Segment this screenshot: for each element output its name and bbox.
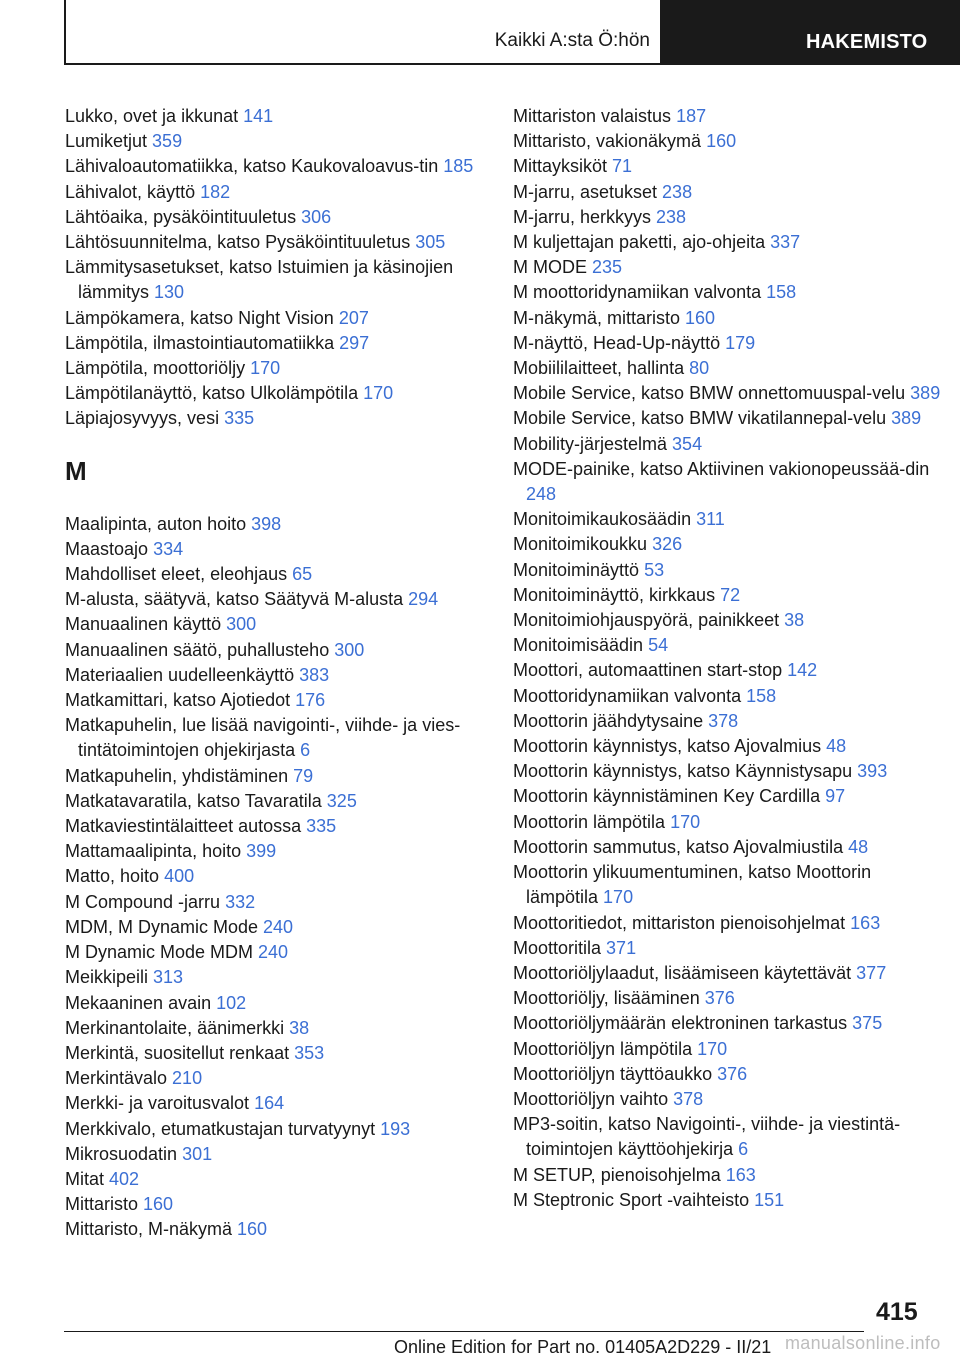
entry-text: Monitoimikoukku [513,534,653,555]
index-entry [65,612,495,637]
entry-text: Lähivalot, käyttö [65,181,201,202]
entry-text: Merkinantolaite, äänimerkki [65,1017,290,1038]
entry-text: Matkaviestintälaitteet autossa [65,816,307,837]
index-entry [65,562,495,587]
entry-text: Moottoridynamiikan valvonta [513,685,747,706]
index-entry [513,986,943,1011]
page-link[interactable]: 151 [754,1189,785,1210]
entry-text: Moottoritila [513,937,607,958]
entry-text: Mobile Service, katso BMW onnettomuuspal-velu [513,383,911,404]
index-entry [513,633,943,658]
page-link[interactable]: 383 [299,664,330,685]
index-entry [65,1041,495,1066]
index-entry [65,991,495,1016]
page-link[interactable]: 160 [143,1194,174,1215]
entry-text: M SETUP, pienoisohjelma [513,1164,726,1185]
entry-text: Moottoriöljy, lisääminen [513,988,705,1009]
page-link[interactable]: 141 [243,106,274,126]
index-entry [513,1163,943,1188]
page-link[interactable]: 294 [408,589,439,610]
index-entry [513,154,943,179]
entry-text: Moottoriöljyn lämpötila [513,1038,698,1059]
index-entry [65,1167,495,1192]
index-entry [513,406,943,431]
index-entry [513,255,943,280]
page-link[interactable]: 38 [289,1017,310,1038]
index-entry [513,180,943,205]
entry-text: Maastoajo [65,538,154,559]
index-entry [65,864,495,889]
entry-text: Lumiketjut [65,131,153,152]
index-entry [65,180,495,205]
page-link[interactable]: 325 [326,790,357,811]
entry-text: Moottorin käynnistys, katso Ajovalmius [513,736,827,757]
index-entry [65,1016,495,1041]
entry-text: Mattamaalipinta, hoito [65,841,247,862]
entry-text: M kuljettajan paketti, ajo-ohjeita [513,232,771,253]
index-tab[interactable] [660,0,960,64]
page-link[interactable]: 163 [725,1164,756,1185]
entry-text: Merkintävalo [65,1068,173,1089]
index-entry [513,558,943,583]
page-link[interactable]: 79 [293,765,314,786]
entry-text: Mobiililaitteet, hallinta [513,358,690,379]
page-link[interactable]: 240 [258,942,289,963]
index-entry [65,1142,495,1167]
page-link[interactable]: 102 [216,992,247,1013]
index-entry [513,129,943,154]
page-link[interactable]: 193 [380,1118,411,1139]
page-link[interactable]: 238 [656,206,687,227]
index-list-right [513,104,943,1213]
page-link[interactable]: 142 [787,660,818,681]
index-entry [65,129,495,154]
page-link[interactable]: 71 [612,156,633,177]
watermark: manualsonline.info [785,1333,941,1353]
entry-text: Monitoiminäyttö [513,559,645,580]
page-link[interactable]: 378 [673,1088,704,1109]
page-link[interactable]: 170 [697,1038,728,1059]
page-link[interactable]: 377 [856,962,887,983]
index-tab-label: HAKEMISTO [806,31,928,53]
index-entry [65,255,495,305]
entry-text: Monitoimisäädin [513,635,649,656]
page-link[interactable]: 158 [766,282,797,303]
page-link[interactable]: 306 [301,206,332,227]
index-entry [65,356,495,381]
right-column [513,104,943,1213]
entry-text: Manuaalinen käyttö [65,614,227,635]
page-link[interactable]: 160 [706,131,737,152]
index-entry [513,1087,943,1112]
index-entry [513,936,943,961]
entry-text: Monitoimiohjauspyörä, painikkeet [513,610,785,631]
entry-text: Lähivaloautomatiikka, katso Kaukovaloavus-tin [65,156,444,177]
page-link[interactable]: 354 [672,433,703,454]
index-entry [513,1037,943,1062]
index-entry [65,306,495,331]
page-link[interactable]: 378 [708,710,739,731]
entry-text: Lähtöaika, pysäköintituuletus [65,206,302,227]
entry-text: Lähtösuunnitelma, katso Pysäköintituuletus [65,232,416,253]
entry-text: M Dynamic Mode MDM [65,942,259,963]
entry-text: Moottorin lämpötila [513,811,671,832]
page-link[interactable]: 38 [784,610,805,631]
entry-text: Moottori, automaattinen start-stop [513,660,788,681]
page-link[interactable]: 300 [334,639,365,660]
page-link[interactable]: 48 [848,836,869,857]
page-link[interactable]: 248 [526,484,557,505]
entry-text: Matto, hoito [65,866,165,887]
page-link[interactable]: 80 [689,358,710,379]
page-link[interactable]: 375 [852,1013,883,1034]
page-link[interactable]: 170 [603,887,634,908]
index-entry [513,1062,943,1087]
entry-text: M MODE [513,257,592,278]
entry-text: Mittaristo [65,1194,144,1215]
entry-text: Mobility-järjestelmä [513,433,673,454]
page-link[interactable]: 238 [662,181,693,202]
page-link[interactable]: 163 [850,912,881,933]
page-link[interactable]: 337 [770,232,801,253]
index-entry [65,814,495,839]
page-link[interactable]: 210 [172,1068,203,1089]
page-link[interactable]: 235 [592,257,623,278]
index-entry [513,810,943,835]
index-entry [65,154,495,179]
index-entry [513,608,943,633]
index-entry [65,789,495,814]
entry-text: Lämpötila, ilmastointiautomatiikka [65,332,340,353]
entry-text: M Compound -jarru [65,891,226,912]
index-entry [513,709,943,734]
index-entry [65,663,495,688]
page-link[interactable]: 240 [263,916,294,937]
page-link[interactable]: 393 [857,761,888,782]
entry-text: M-jarru, asetukset [513,181,663,202]
entry-text: Mittaristo, vakionäkymä [513,131,707,152]
page-link[interactable]: 300 [226,614,257,635]
index-entry [65,1091,495,1116]
entry-text: M-näyttö, Head-Up-näyttö [513,332,726,353]
index-entry [65,230,495,255]
entry-text: Mikrosuodatin [65,1143,183,1164]
page-link[interactable]: 97 [825,786,846,807]
entry-text: Lämpötilanäyttö, katso Ulkolämpötila [65,383,364,404]
page-link[interactable]: 6 [738,1139,749,1160]
page-link[interactable]: 371 [606,937,637,958]
entry-text: Läpiajosyvyys, vesi [65,408,225,429]
entry-text: Mekaaninen avain [65,992,217,1013]
index-entry [513,432,943,457]
page-link[interactable]: 170 [363,383,394,404]
page-link[interactable]: 376 [717,1063,748,1084]
entry-text: M Steptronic Sport -vaihteisto [513,1189,755,1210]
entry-text: Lukko, ovet ja ikkunat [65,106,244,126]
page-link[interactable]: 311 [696,509,725,530]
page-link[interactable]: 207 [338,307,369,328]
page-link[interactable]: 353 [294,1042,325,1063]
index-entry [65,713,495,763]
index-entry [513,532,943,557]
entry-text: Merkintä, suositellut renkaat [65,1042,295,1063]
index-list-l [65,104,495,432]
page-link[interactable]: 48 [826,736,847,757]
index-entry [513,331,943,356]
page-link[interactable]: 313 [153,967,184,988]
entry-text: Meikkipeili [65,967,154,988]
index-entry [65,915,495,940]
page-link[interactable]: 6 [300,740,311,761]
index-entry [513,759,943,784]
entry-text: Materiaalien uudelleenkäyttö [65,664,300,685]
index-entry [513,306,943,331]
page-link[interactable]: 332 [225,891,256,912]
entry-text: Lämpötila, moottoriöljy [65,358,251,379]
page-link[interactable]: 158 [746,685,777,706]
entry-text: Moottoriöljylaadut, lisäämiseen käytettävät [513,962,857,983]
entry-text: Matkapuhelin, lue lisää navigointi-, viihde- ja vies-tintätoimintojen ohjekirjasta [65,715,461,761]
index-entry [65,205,495,230]
entry-text: Moottorin jäähdytysaine [513,710,709,731]
page-link[interactable]: 359 [152,131,183,152]
index-entry [513,835,943,860]
index-entry [513,356,943,381]
index-entry [513,684,943,709]
page-link[interactable]: 130 [154,282,185,303]
entry-text: Mobile Service, katso BMW vikatilannepal-velu [513,408,892,429]
index-entry [65,1217,495,1242]
entry-text: Manuaalinen säätö, puhallusteho [65,639,335,660]
page-link[interactable]: 65 [292,564,313,585]
page-link[interactable]: 402 [109,1168,140,1189]
page-link[interactable]: 160 [685,307,716,328]
entry-text: Monitoimikaukosäädin [513,509,697,530]
page-link[interactable]: 176 [295,690,326,711]
entry-text: Moottorin käynnistäminen Key Cardilla [513,786,826,807]
index-entry [513,1011,943,1036]
page-link[interactable]: 400 [164,866,195,887]
entry-text: Moottorin käynnistys, katso Käynnistysapu [513,761,858,782]
index-entry [513,734,943,759]
page-link[interactable]: 335 [306,816,337,837]
page-link[interactable]: 398 [251,513,282,534]
index-entry [513,961,943,986]
page-link[interactable]: 334 [153,538,184,559]
page-link[interactable]: 399 [246,841,277,862]
page-link[interactable]: 335 [224,408,255,429]
index-entry [513,104,943,129]
page-link[interactable]: 297 [339,332,370,353]
section-letter: M [65,455,87,486]
entry-text: Moottorin sammutus, katso Ajovalmiustila [513,836,849,857]
entry-text: M moottoridynamiikan valvonta [513,282,767,303]
index-entry [65,965,495,990]
entry-text: Merkki- ja varoitusvalot [65,1093,255,1114]
page-link[interactable]: 301 [182,1143,213,1164]
page-link[interactable]: 376 [704,988,735,1009]
index-entry [513,784,943,809]
index-entry [513,658,943,683]
page-link[interactable]: 170 [670,811,701,832]
index-entry [65,688,495,713]
index-entry [513,860,943,910]
index-entry [65,587,495,612]
entry-text: Mittaristo, M-näkymä [65,1219,238,1240]
entry-text: M-näkymä, mittaristo [513,307,686,328]
header-left-rule [64,0,66,64]
entry-text: Mittariston valaistus [513,106,677,126]
index-entry [65,638,495,663]
index-entry [65,764,495,789]
page-link[interactable]: 326 [652,534,683,555]
index-entry [65,406,495,431]
entry-text: Moottoriöljyn vaihto [513,1088,674,1109]
index-entry [65,839,495,864]
page-link[interactable]: 389 [891,408,922,429]
page-link[interactable]: 305 [415,232,446,253]
entry-text: Lämmitysasetukset, katso Istuimien ja käsinojien lämmitys [65,257,454,303]
index-entry [65,1192,495,1217]
index-entry [65,331,495,356]
page-link[interactable]: 164 [254,1093,285,1114]
index-entry [513,583,943,608]
entry-text: M-jarru, herkkyys [513,206,657,227]
index-entry [65,890,495,915]
index-entry [65,1066,495,1091]
index-entry [513,507,943,532]
index-entry [513,457,943,507]
index-entry [65,381,495,406]
entry-text: Maalipinta, auton hoito [65,513,252,534]
page-link[interactable]: 179 [725,332,756,353]
page-number: 415 [876,1298,918,1326]
entry-text: Monitoiminäyttö, kirkkaus [513,584,721,605]
page-link[interactable]: 389 [910,383,941,404]
section-title: Kaikki A:sta Ö:hön [494,30,650,51]
index-list-m [65,512,495,1243]
page-link[interactable]: 53 [644,559,665,580]
index-entry [513,230,943,255]
entry-text: MDM, M Dynamic Mode [65,916,264,937]
footer-rule [64,1331,864,1332]
page-header [0,0,960,66]
index-entry [513,205,943,230]
entry-text: M-alusta, säätyvä, katso Säätyvä M-alusta [65,589,409,610]
entry-text: Moottoriöljymäärän elektroninen tarkastus [513,1013,853,1034]
entry-text: Moottoriöljyn täyttöaukko [513,1063,718,1084]
index-entry [65,104,495,129]
index-entry [513,381,943,406]
entry-text: Lämpökamera, katso Night Vision [65,307,339,328]
index-entry [513,280,943,305]
entry-text: Moottoritiedot, mittariston pienoisohjelmat [513,912,851,933]
page-link[interactable]: 182 [200,181,231,202]
left-column [65,104,495,1243]
entry-text: Merkkivalo, etumatkustajan turvatyynyt [65,1118,381,1139]
index-entry [65,1117,495,1142]
page-link[interactable]: 54 [648,635,669,656]
page-link[interactable]: 160 [237,1219,268,1240]
entry-text: Matkamittari, katso Ajotiedot [65,690,296,711]
index-entry [513,911,943,936]
entry-text: Mahdolliset eleet, eleohjaus [65,564,293,585]
entry-text: Mitat [65,1168,110,1189]
footer-edition: Online Edition for Part no. 01405A2D229 - II/21 [394,1337,772,1357]
entry-text: Matkatavaratila, katso Tavaratila [65,790,327,811]
entry-text: Moottorin ylikuumentuminen, katso Moottorin lämpötila [513,862,872,908]
page-link[interactable]: 185 [443,156,474,177]
entry-text: MP3-soitin, katso Navigointi-, viihde- ja viestintä-toimintojen käyttöohjekirja [513,1114,901,1160]
entry-text: Matkapuhelin, yhdistäminen [65,765,294,786]
page-link[interactable]: 170 [250,358,281,379]
index-entry [65,537,495,562]
entry-text: Mittayksiköt [513,156,613,177]
page-link[interactable]: 187 [676,106,707,126]
index-entry [513,1188,943,1213]
index-entry [65,512,495,537]
index-entry [513,1112,943,1162]
entry-text: MODE-painike, katso Aktiivinen vakionopeussää-din [513,458,930,479]
page-link[interactable]: 72 [720,584,741,605]
index-entry [65,940,495,965]
